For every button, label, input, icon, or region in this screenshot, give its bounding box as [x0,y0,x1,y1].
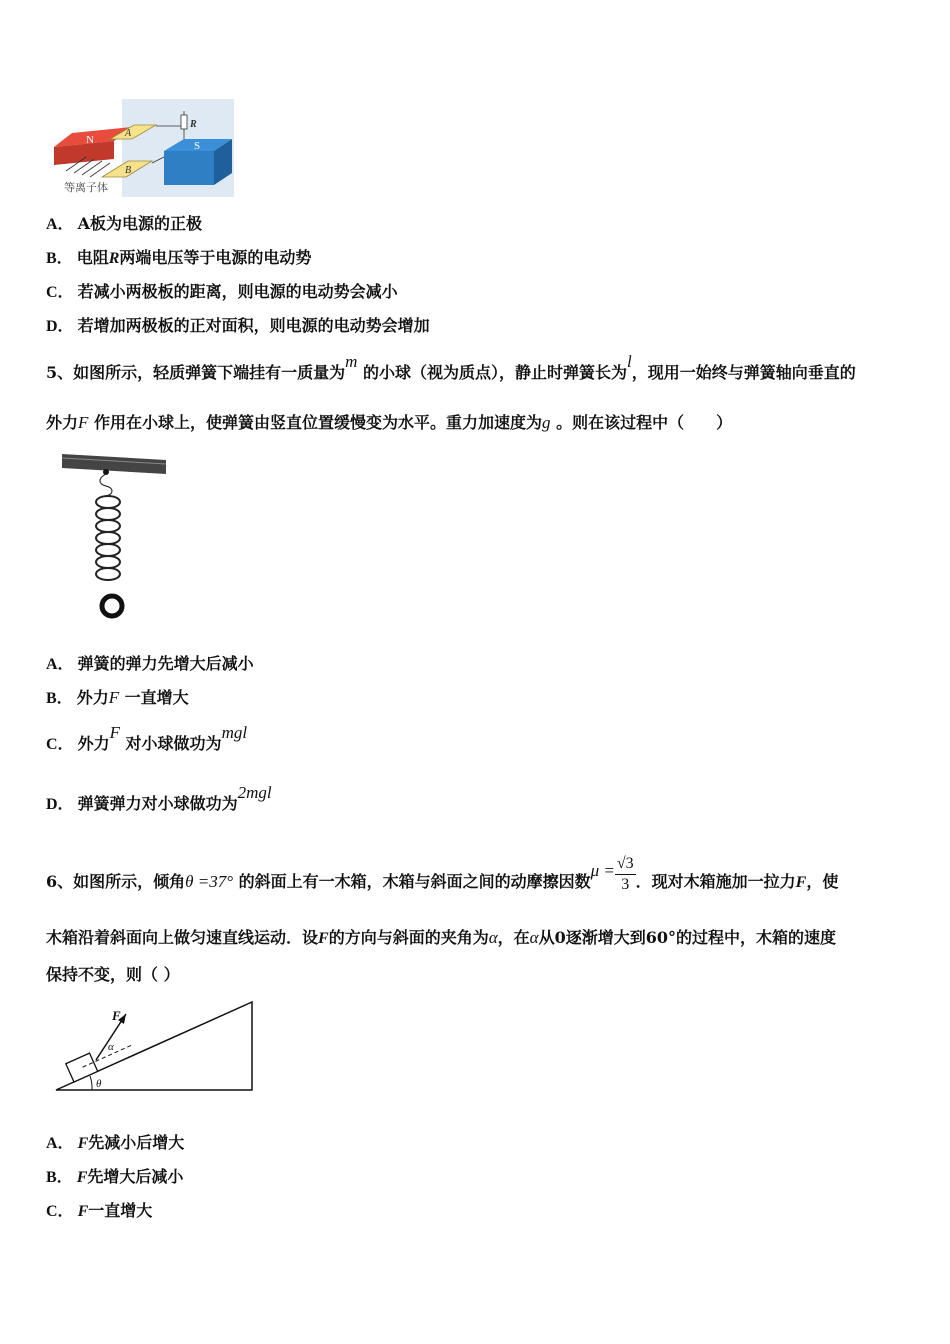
variable-g: g [542,413,551,432]
theta-arc [90,1076,92,1090]
stem-text: ．现对木箱施加一拉力 [635,872,796,891]
option-text: 外力 [77,734,110,753]
option-text: 若减小两极板的距离，则电源的电动势会减小 [77,282,398,301]
spring-diagram [58,450,170,622]
option-text: 先增大后减小 [87,1167,184,1186]
variable-f: F [76,1169,88,1186]
q4-option-c [46,279,398,302]
alpha-label: α [108,1041,114,1053]
option-label: B． [46,250,73,267]
spring-top-wire [100,474,112,496]
resistor [181,115,187,129]
option-text: 外力 [76,688,109,707]
variable-alpha: α [488,928,498,947]
s-magnet-front [164,151,214,185]
q4-option-b [46,245,311,268]
option-label: C． [46,736,74,753]
s-label: S [194,140,201,152]
variable-f: F [77,1135,89,1152]
force-label: F [112,1008,121,1023]
option-label: B． [46,690,73,707]
plate-a-label: A [125,128,132,139]
ball [102,596,122,616]
q6-option-c [46,1198,152,1221]
plate-b-label: B [125,165,132,176]
incline-figure [52,998,258,1098]
stem-text: 从0逐渐增大到60°的过程中，木箱的速度 [538,928,836,947]
option-label: A． [46,216,74,233]
option-label: D． [46,318,74,335]
option-text: 电阻 [76,248,109,267]
variable-l: l [627,352,632,371]
expression-2mgl: 2mgl [237,783,272,802]
n-label: N [86,134,94,146]
variable-f: F [318,930,329,947]
option-text: 弹簧的弹力先增大后减小 [77,654,254,673]
q5-stem-line2 [46,410,732,433]
expression-theta: θ =37° [185,872,234,891]
fraction-sqrt3-over-3 [615,854,636,895]
stem-text: 作用在小球上，使弹簧由竖直位置缓慢变为水平。重力加速度为 [93,413,542,432]
q4-option-a [46,211,202,234]
expression-mgl: mgl [221,723,248,742]
stem-text: 保持不变，则（ ） [46,965,180,984]
option-text-post: 对小球做功为 [125,734,222,753]
variable-r: R [108,250,120,267]
stem-text: 木箱沿着斜面向上做匀速直线运动．设 [46,928,319,947]
option-label: C． [46,1203,74,1220]
q5-option-a [46,651,254,674]
option-text: 先减小后增大 [88,1133,185,1152]
q4-option-d [46,313,430,336]
variable-f: F [78,413,89,432]
q6-stem-line3 [46,962,180,985]
variable-f: F [109,723,120,742]
spring-figure [58,450,170,622]
spring-coils [96,496,120,580]
stem-text: 6、如图所示，倾角 [46,872,186,891]
q6-stem-line2 [46,925,836,948]
variable-f: F [77,1203,89,1220]
stem-text: ，使 [806,872,839,891]
q6-option-a [46,1130,184,1153]
fraction-numerator: √3 [615,854,636,875]
stem-text: 的斜面上有一木箱，木箱与斜面之间的动摩擦因数 [238,872,591,891]
option-text-post: 一直增大 [124,688,189,707]
option-label: A． [46,656,74,673]
ceiling-bar [62,454,166,474]
stem-text: ，现用一始终与弹簧轴向垂直的 [631,363,856,382]
option-text: 弹簧弹力对小球做功为 [77,794,238,813]
stem-text: 外力 [46,413,79,432]
stem-text: 5、如图所示，轻质弹簧下端挂有一质量为 [46,363,346,382]
plasma-arrow-3 [82,161,102,175]
variable-f: F [795,874,807,891]
option-label: B． [46,1169,73,1186]
resistor-label: R [190,119,197,130]
q5-option-d [46,783,272,814]
magnet-plasma-figure [52,99,234,197]
variable-m: m [345,352,358,371]
incline-diagram [52,998,258,1098]
magnet-plasma-diagram [52,99,234,197]
fraction-denominator: 3 [621,876,630,893]
stem-text: 的方向与斜面的夹角为 [328,928,489,947]
option-text: A板为电源的正极 [77,214,202,233]
box-rect [66,1053,98,1082]
theta-label: θ [96,1078,102,1090]
stem-text: ，在 [497,928,530,947]
stem-text: 。则在该过程中（ ） [556,413,733,432]
option-text-post: 两端电压等于电源的电动势 [119,248,312,267]
q6-stem-line1 [46,855,839,903]
q5-stem-line1 [46,352,856,383]
option-text: 若增加两极板的正对面积，则电源的电动势会增加 [77,316,430,335]
option-label: C． [46,284,74,301]
variable-f: F [108,688,120,707]
stem-text: 的小球（视为质点），静止时弹簧长为 [363,363,628,382]
option-label: D． [46,796,74,813]
expression-mu: μ = [590,861,615,880]
q6-option-b [46,1164,183,1187]
q5-option-b [46,685,189,708]
q5-option-c [46,723,248,754]
variable-alpha: α [529,928,539,947]
plasma-caption: 等离子体 [64,182,108,194]
option-text: 一直增大 [88,1201,153,1220]
option-label: A． [46,1135,74,1152]
